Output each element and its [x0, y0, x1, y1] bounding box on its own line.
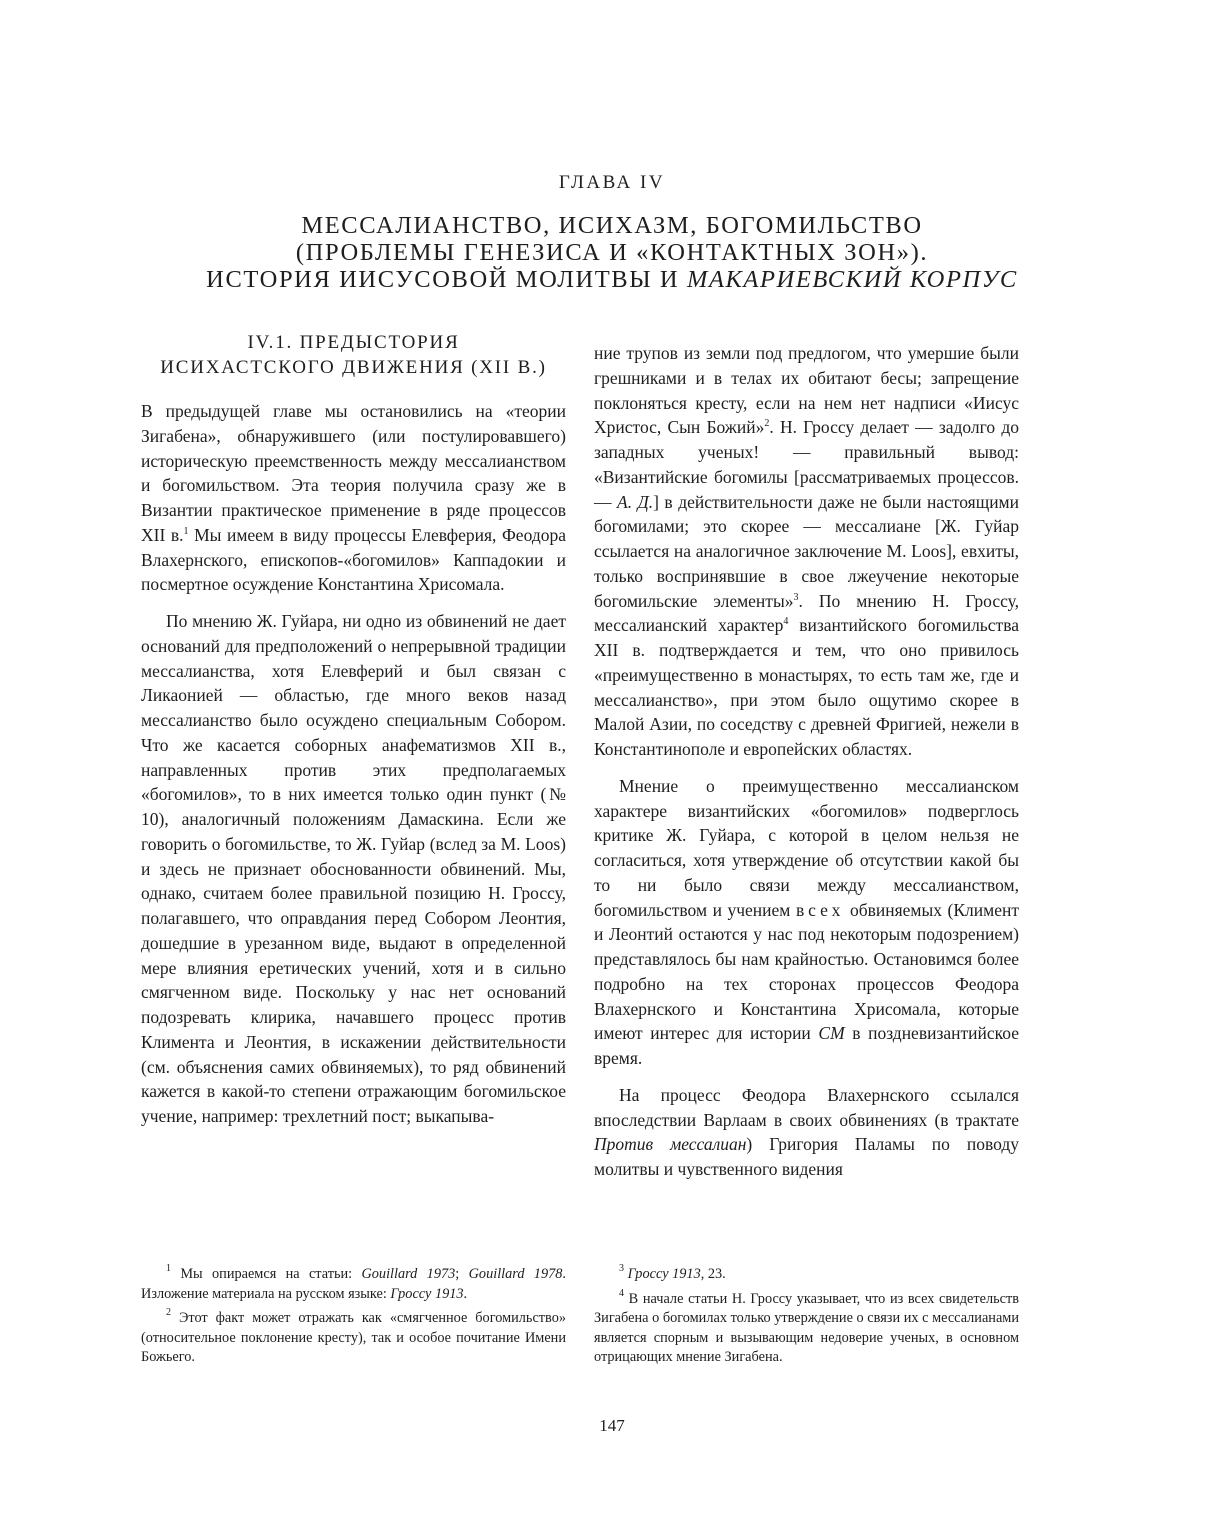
paragraph: [594, 341, 1019, 762]
chapter-title-line-3: [130, 266, 1094, 293]
text-run: Мнение о преимущественно мессалианском характере византийских «богомилов» подверглось критике Ж. Гуйара, с которой в целом нельзя не согласиться, хотя утверждение об отсутствии какой бы то ни было связи между мессалианством, богомильством и учением: [594, 775, 1019, 920]
footnote-ref: 1: [183, 525, 189, 537]
footnotes-left: [141, 1265, 566, 1373]
citation: Gouillard 1973: [361, 1266, 456, 1282]
footnote-2: [141, 1309, 566, 1368]
chapter-title-line-1: МЕССАЛИАНСТВО, ИСИХАЗМ, БОГОМИЛЬСТВО: [301, 212, 923, 239]
footnote-mark: 2: [166, 1307, 171, 1319]
paragraph: [141, 609, 566, 1129]
text-run: византийского богомильства XII в. подтверждается и тем, что оно привилось «преимущественно в монастырях, то есть там же, где и мессалианство», при этом было ощутимо скорее в Малой Азии, по соседству с древней Фригией, нежели в Константинополе и европейских областях.: [594, 615, 1019, 759]
text-run: Мы имеем в виду процессы Елевферия, Феодора Влахернского, епископов-«богомилов» Каппадокии и посмертное осуждение Константина Хрисомала.: [141, 524, 566, 595]
paragraph: [594, 1083, 1019, 1182]
chapter-title-line-2: (ПРОБЛЕМЫ ГЕНЕЗИСА И «КОНТАКТНЫХ ЗОН»).: [295, 239, 929, 266]
section-heading: [141, 330, 566, 380]
text-run-spaced: всех: [795, 899, 845, 920]
footnote-1: [141, 1265, 566, 1304]
citation: Гроссу 1913: [624, 1266, 701, 1282]
footnote-4: [594, 1287, 1019, 1368]
text-run-italic: А. Д.: [617, 491, 654, 512]
paragraph: [594, 774, 1019, 1071]
footnote-ref: 2: [764, 418, 770, 430]
right-column: [594, 341, 1019, 1182]
paragraph: [141, 399, 566, 597]
text-run: . По мнению Н. Гроссу, мессалианский характер: [594, 590, 1019, 636]
section-heading-line-1: IV.1. ПРЕДЫСТОРИЯ: [247, 332, 460, 353]
footnote-mark: 1: [166, 1263, 171, 1274]
text-run: обвиняемых (Климент и Леонтий остаются у нас под некоторым подозрением) представлялось бы нам крайностью. Остановимся более подробно на тех сторонах процессов Феодора Влахернского и Константина Хрисомала, которые имеют интерес для истории: [594, 899, 1020, 1044]
text-run-italic: СМ: [818, 1023, 845, 1044]
text-run: ] в действительности даже не были настоящими богомилами; это скорее — мессалиане [Ж. Гуйар ссылается на аналогичное заключение M. Loos], евхиты, только воспринявшие в свое лжеучение некоторые богомильские элементы»: [594, 491, 1020, 611]
text-run: Мы опираемся на статьи:: [171, 1266, 362, 1282]
text-run: в поздневизантийское время.: [594, 1023, 1019, 1068]
text-run: ) Григория Паламы по поводу молитвы и чувственного видения: [594, 1134, 1019, 1179]
footnote-ref: 3: [793, 591, 799, 603]
chapter-label: ГЛАВА IV: [558, 172, 666, 193]
chapter-title: [130, 212, 1094, 293]
chapter-title-line-3-italic: МАКАРИЕВСКИЙ КОРПУС: [686, 266, 1018, 293]
text-run: ;: [455, 1266, 469, 1282]
text-run: По мнению Ж. Гуйара, ни одно из обвинений не дает оснований для предположений о непрерывной традиции мессалианства, хотя Елевферий и был связан с Ликаонией — областью, где много веков назад мессалианство было осуждено специальным Собором. Что же касается соборных анафематизмов XII в., направленных против этих предполагаемых «богомилов», то в них имеется только один пункт (№ 10), аналогичный положениям Дамаскина. Если же говорить о богомильстве, то Ж. Гуйар (вслед за M. Loos) и здесь не признает обоснованности обвинений. Мы, однако, считаем более правильной позицию Н. Гроссу, полагавшего, что оправдания перед Собором Леонтия, дошедшие в урезанном виде, выдают в определенной мере влияния еретических учений, хотя и в сильно смягченном виде. Поскольку у нас нет оснований подозревать клирика, начавшего процесс против Климента и Леонтия, в искажении действительности (см. объяснения самих обвиняемых), то ряд обвинений кажется в какой-то степени отражающим богомильское учение, например: трехлетний пост; выкапыва-: [141, 611, 566, 1126]
text-run: . Изложение материала на русском языке:: [141, 1266, 566, 1302]
footnotes-right: [594, 1265, 1019, 1373]
text-run: .: [463, 1285, 468, 1302]
section-heading-line-2: ИСИХАСТСКОГО ДВИЖЕНИЯ (XII В.): [160, 357, 547, 378]
citation: Гроссу 1913: [390, 1285, 464, 1302]
text-run: В предыдущей главе мы остановились на «теории Зигабена», обнаружившего (или постулировавшего) историческую преемственность между мессалианством и богомильством. Эта теория получила сразу же в Византии практическое применение в ряде процессов XII в.: [141, 401, 566, 545]
footnote-ref: 4: [783, 616, 789, 628]
left-column: [141, 330, 566, 1129]
chapter-title-line-3-roman: ИСТОРИЯ ИИСУСОВОЙ МОЛИТВЫ И: [206, 266, 687, 293]
page-number: 147: [599, 1416, 625, 1435]
footnote-mark: 3: [619, 1263, 624, 1274]
citation: Gouillard 1978: [468, 1266, 563, 1282]
text-run: Этот факт может отражать как «смягченное богомильство» (относительное поклонение кресту), так и особое почитание Имени Божьего.: [141, 1310, 566, 1366]
footnote-mark: 4: [619, 1287, 624, 1299]
text-run: ние трупов из земли под предлогом, что умершие были грешниками и в телах их обитают бесы; запрещение поклоняться кресту, если на нем нет надписи «Иисус Христос, Сын Божий»: [594, 343, 1019, 438]
text-run: . Н. Гроссу делает — задолго до западных ученых! — правильный вывод: «Византийские богомилы [рассматриваемых процессов. —: [594, 417, 1019, 512]
text-run: В начале статьи Н. Гроссу указывает, что из всех свидетельств Зигабена о богомилах только утверждение о связи их с мессалианами является спорным и вызывающим недоверие ученых, в основном отрицающих мнение Зигабена.: [594, 1290, 1019, 1366]
text-run: На процесс Феодора Влахернского ссылался впоследствии Варлаам в своих обвинениях (в трактате: [594, 1084, 1019, 1130]
footnote-3: [594, 1265, 1019, 1285]
text-run-italic: Против мессалиан: [594, 1134, 747, 1155]
text-run: , 23.: [700, 1266, 726, 1282]
